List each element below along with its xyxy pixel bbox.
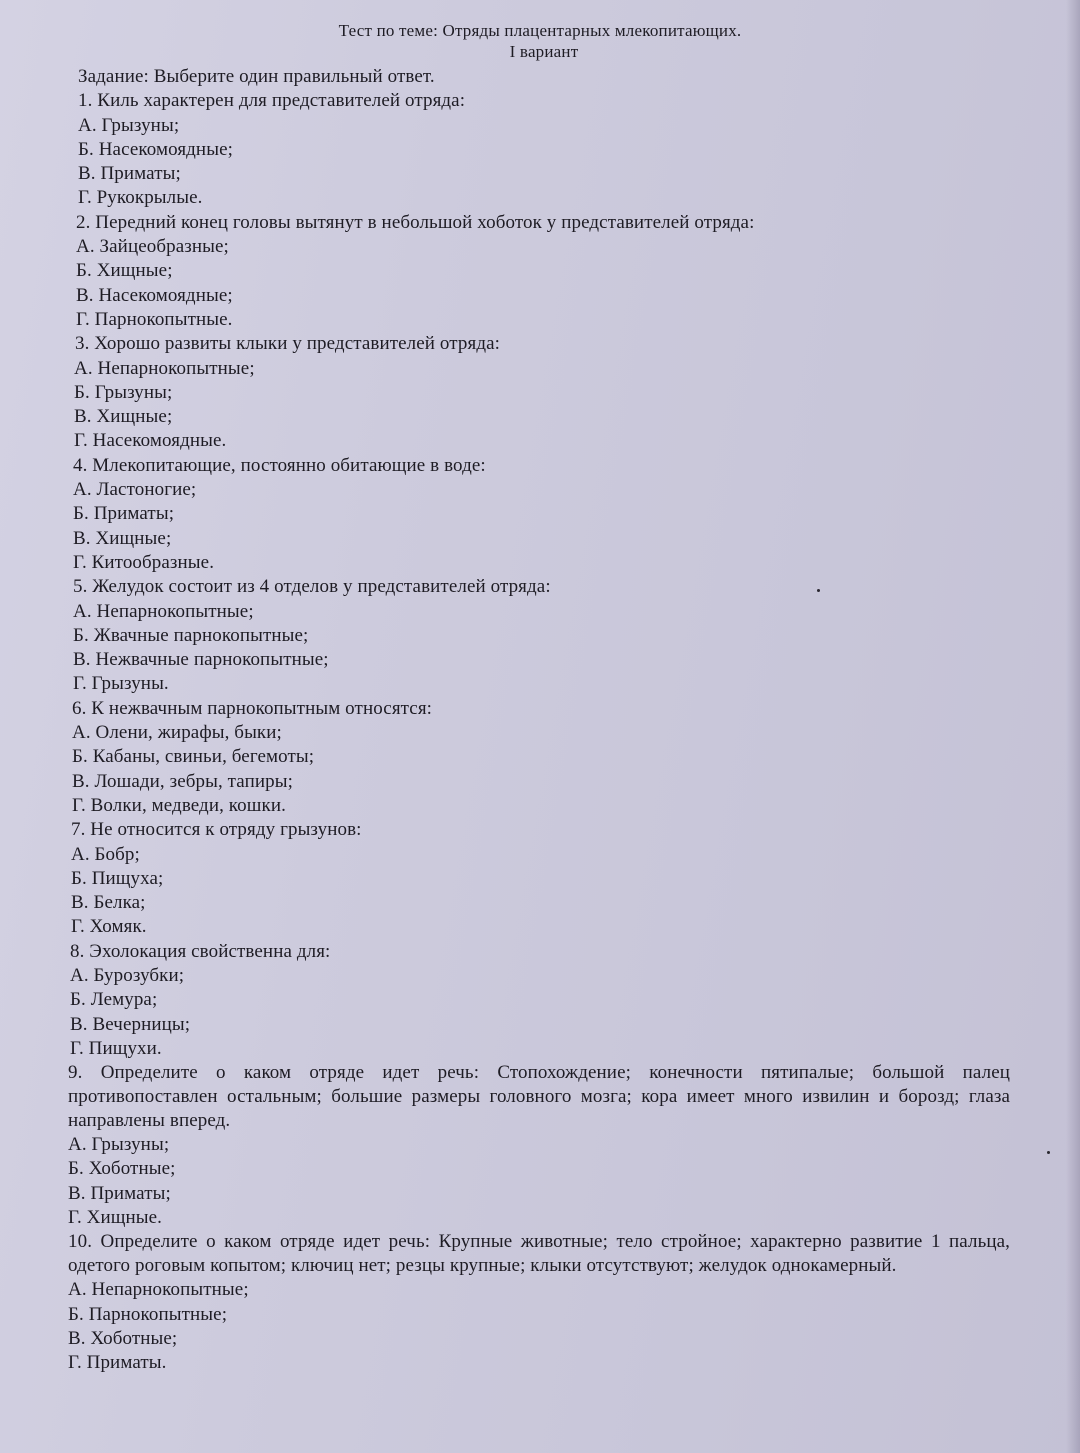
question-text: 7. Не относится к отряду грызунов: [71,819,362,841]
answer-option: В. Лошади, зебры, тапиры; [72,770,293,792]
question-text: 8. Эхолокация свойственна для: [70,940,331,962]
answer-option: Б. Грызуны; [74,381,173,403]
question-text: 4. Млекопитающие, постоянно обитающие в воде: [73,454,486,476]
answer-option: А. Ластоногие; [73,479,197,501]
question-text: 5. Желудок состоит из 4 отделов у представителей отряда: [73,576,551,598]
variant-label: I вариант [509,42,579,61]
ink-speck [817,589,820,592]
answer-option: В. Белка; [71,892,146,914]
answer-option: Б. Хищные; [76,260,173,282]
answer-option: Г. Насекомоядные. [74,430,227,452]
answer-option: Б. Кабаны, свиньи, бегемоты; [72,746,315,768]
answer-option: Б. Лемура; [70,989,158,1011]
answer-option: Б. Жвачные парнокопытные; [73,624,309,646]
answer-option: А. Грызуны; [68,1134,170,1156]
answer-option: А. Непарнокопытные; [74,357,255,379]
question-text: 10. Определите о каком отряде идет речь: Крупные животные; тело стройное; характерно развитие 1 пальца, одетого роговым копытом; ключиц нет; резцы крупные; клыки отсутствуют; желудок однокамерный. [68,1231,1010,1277]
answer-option: В. Нежвачные парнокопытные; [73,649,329,671]
answer-option: Б. Хоботные; [68,1158,176,1180]
answer-option: В. Приматы; [68,1182,171,1204]
question-block-1 [70,89,1020,210]
question-block-5 [70,575,1020,696]
answer-option: А. Непарнокопытные; [68,1279,249,1301]
question-block-3 [70,332,1020,453]
questions-section [70,65,1020,1376]
question-text: 9. Определите о каком отряде идет речь: Стопохождение; конечности пятипалые; большой палец противопоставлен остальным; большие размеры головного мозга; кора имеет много извилин и борозд; глаза направлены вперед. [68,1062,1010,1132]
ink-speck [1047,1151,1050,1154]
answer-option: А. Зайцеобразные; [76,236,229,258]
answer-option: Г. Хищные. [68,1207,162,1229]
answer-option: Г. Волки, медведи, кошки. [72,794,286,816]
question-block-7 [70,818,1020,939]
answer-option: В. Хищные; [73,527,172,549]
answer-option: Г. Хомяк. [71,916,147,938]
answer-option: Г. Парнокопытные. [76,308,233,330]
question-text: 2. Передний конец головы вытянут в небольшой хоботок у представителей отряда: [76,211,755,233]
answer-option: В. Хоботные; [68,1327,178,1349]
answer-option: А. Бурозубки; [70,964,185,986]
question-block-2 [70,211,1020,332]
answer-option: Г. Приматы. [68,1352,167,1374]
answer-option: А. Бобр; [71,843,140,865]
question-text: 3. Хорошо развиты клыки у представителей отряда: [75,333,501,355]
title-block [0,20,1080,62]
question-text: 1. Киль характерен для представителей отряда: [78,90,466,112]
answer-option: Б. Приматы; [73,503,175,525]
question-block-8 [70,940,1020,1061]
answer-option: Г. Грызуны. [73,673,169,695]
answer-option: А. Олени, жирафы, быки; [72,722,282,744]
answer-option: А. Грызуны; [78,114,180,136]
answer-option: В. Вечерницы; [70,1013,191,1035]
answer-option: Б. Парнокопытные; [68,1303,228,1325]
question-block-10 [70,1230,1020,1375]
page-title: Тест по теме: Отряды плацентарных млекопитающих. [338,21,742,40]
answer-option: А. Непарнокопытные; [73,600,254,622]
answer-option: Г. Рукокрылые. [78,187,203,209]
answer-option: Г. Китообразные. [73,551,215,573]
answer-option: Б. Насекомоядные; [78,138,233,160]
task-instruction: Задание: Выберите один правильный ответ. [78,66,435,87]
answer-option: В. Насекомоядные; [76,284,233,306]
question-text: 6. К нежвачным парнокопытным относятся: [72,697,433,719]
answer-option: Г. Пищухи. [70,1037,162,1059]
paper-edge-shadow [1066,0,1080,1453]
question-block-9 [70,1061,1020,1230]
answer-option: Б. Пищуха; [71,867,164,889]
question-block-6 [70,697,1020,818]
question-block-4 [70,454,1020,575]
answer-option: В. Хищные; [74,406,173,428]
answer-option: В. Приматы; [78,163,181,185]
